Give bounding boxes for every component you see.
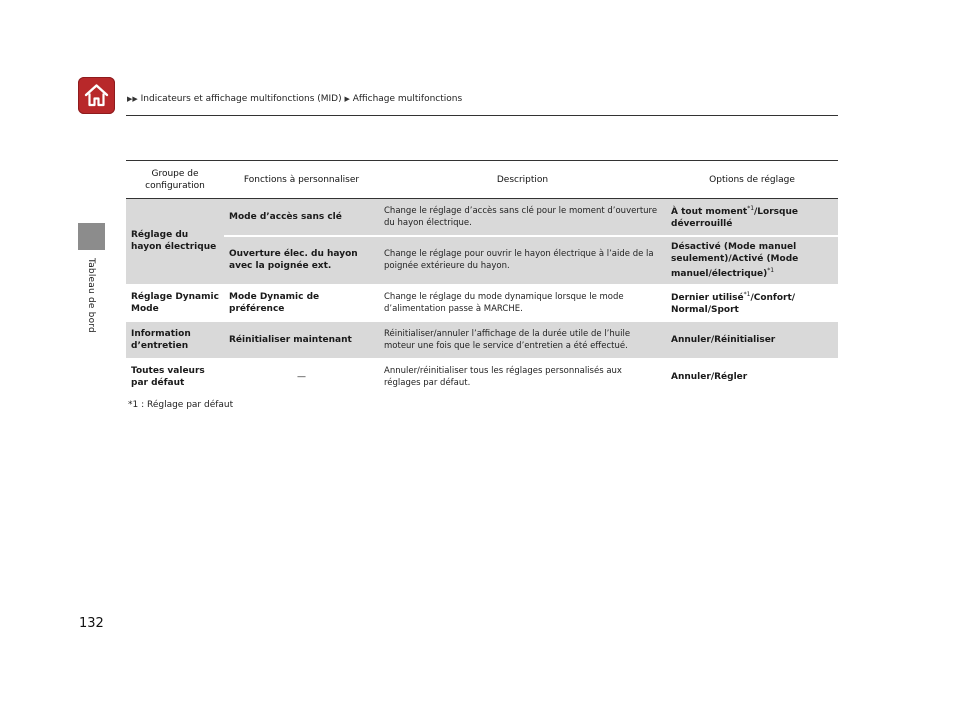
- description-cell: Réinitialiser/annuler l’affichage de la durée utile de l’huile moteur une fois que le service d’entretien a été effectué.: [379, 322, 666, 358]
- table-header-row: [126, 161, 838, 199]
- function-cell: Ouverture élec. du hayon avec la poignée ext.: [224, 236, 379, 284]
- customization-table: [126, 160, 838, 396]
- options-cell: [666, 199, 838, 236]
- table-row: [126, 322, 838, 358]
- group-cell: Toutes valeurs par défaut: [131, 365, 205, 388]
- group-cell: Réglage du hayon électrique: [126, 199, 224, 284]
- header-group: Groupe de configuration: [126, 161, 224, 199]
- section-tab-marker: [78, 223, 105, 250]
- option-values: Désactivé (Mode manuel seulement)/Activé (Mode manuel/électrique): [671, 241, 799, 279]
- home-icon: [83, 82, 110, 109]
- triangle-right-icon: ▶: [344, 95, 350, 103]
- header-divider: [126, 115, 838, 116]
- option-default: Dernier utilisé: [671, 293, 744, 303]
- description-cell: Change le réglage pour ouvrir le hayon électrique à l’aide de la poignée extérieure du hayon.: [379, 236, 666, 284]
- breadcrumb: [127, 94, 462, 104]
- option-alt: /Confort/ Normal/Sport: [671, 293, 796, 315]
- option-alt: /Lorsque déverrouillé: [671, 207, 798, 230]
- function-cell: Mode Dynamic de préférence: [229, 291, 320, 314]
- function-cell: Mode d’accès sans clé: [224, 199, 379, 236]
- footnote-ref: *1: [767, 266, 775, 274]
- table-row: [126, 358, 838, 396]
- description-cell: Change le réglage du mode dynamique lorsque le mode d’alimentation passe à MARCHE.: [384, 291, 624, 314]
- description-cell: Annuler/réinitialiser tous les réglages personnalisés aux réglages par défaut.: [384, 365, 622, 388]
- group-cell: Réglage Dynamic Mode: [131, 291, 219, 314]
- footnote-ref: *1: [743, 291, 751, 298]
- table-row: [126, 284, 838, 322]
- options-cell: Annuler/Réinitialiser: [666, 322, 838, 358]
- header-description: Description: [379, 161, 666, 199]
- triangle-right-icon: ▶▶: [127, 95, 138, 103]
- header-functions: Fonctions à personnaliser: [224, 161, 379, 199]
- header-options: Options de réglage: [666, 161, 838, 199]
- option-default: À tout moment: [671, 207, 748, 218]
- options-cell: [666, 236, 838, 284]
- group-cell: Information d’entretien: [126, 322, 224, 358]
- breadcrumb-item-multifunction-display[interactable]: Affichage multifonctions: [352, 94, 463, 104]
- table-row: [126, 236, 838, 284]
- page-number: 132: [79, 616, 104, 631]
- function-cell: Réinitialiser maintenant: [224, 322, 379, 358]
- table-row: [126, 199, 838, 236]
- options-cell: Annuler/Régler: [671, 371, 748, 382]
- footnote-ref: *1: [747, 205, 755, 213]
- function-cell: —: [297, 371, 306, 382]
- options-cell: [666, 284, 838, 322]
- description-cell: Change le réglage d’accès sans clé pour le moment d’ouverture du hayon électrique.: [379, 199, 666, 236]
- home-button[interactable]: [78, 77, 115, 114]
- footnote: *1 : Réglage par défaut: [128, 400, 234, 410]
- breadcrumb-item-mid[interactable]: Indicateurs et affichage multifonctions (MID): [140, 94, 342, 104]
- section-label: Tableau de bord: [86, 258, 96, 333]
